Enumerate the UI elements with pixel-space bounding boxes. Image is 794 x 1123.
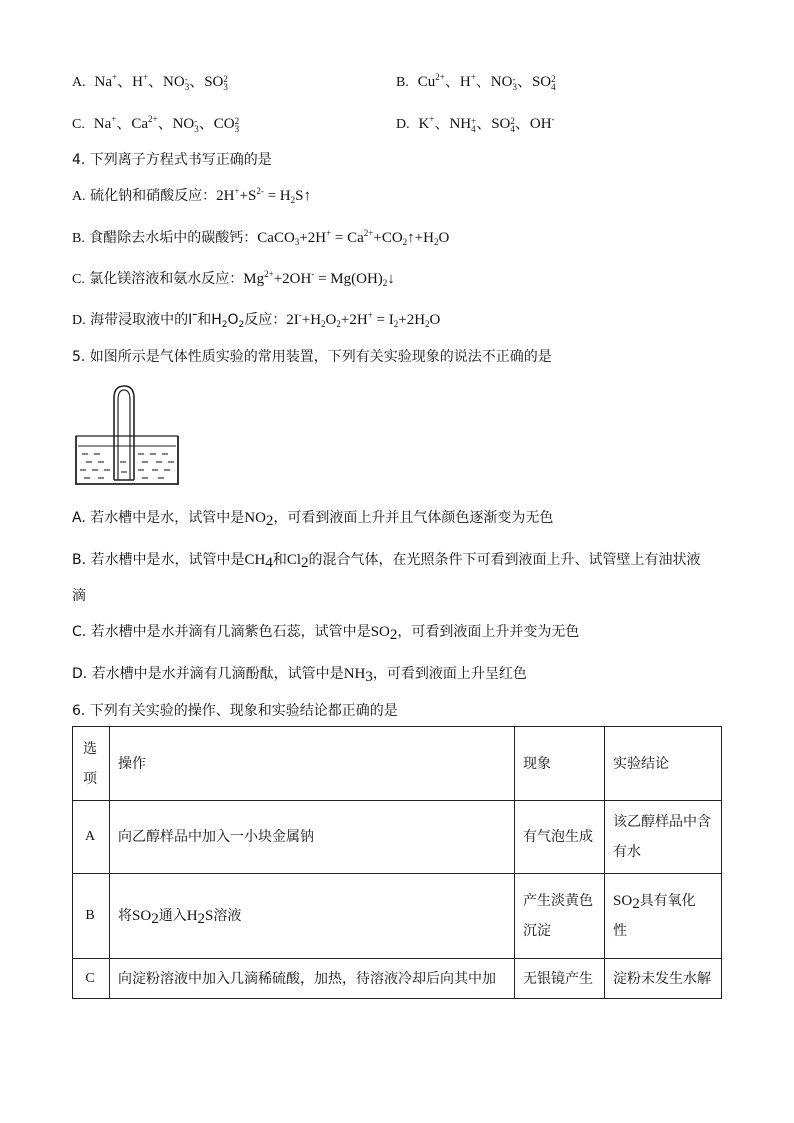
header-option: 选 项: [73, 727, 110, 801]
q4-option-b: B. 食醋除去水垢中的碳酸钙：CaCO$_3$+2H+ = $Ca^{2+}+CO_2↑+H_2O$: [72, 228, 450, 247]
q5-option-c: C. 若水槽中是水并滴有几滴紫色石蕊，试管中是$SO_2$，可看到液面上升并变为无色: [72, 624, 580, 643]
header-phenomenon: 现象: [515, 727, 605, 801]
q4-option-c: C. 氯化镁溶液和氨水反应：$Mg^{2+}+2OH^-$ = $Mg(OH)_2↓$: [72, 269, 395, 288]
q3-option-c-ions: Na+、$Ca^{2+}$、NO - 3 、CO 2 3: [93, 114, 240, 134]
q3-option-d-ions: K+、NH + 4 、SO 2 4 、OH-: [418, 114, 555, 134]
test-tube-diagram: [72, 384, 182, 492]
q3-option-d: D. K+、NH + 4 、SO 2 4 、OH-: [396, 114, 555, 134]
header-conclusion: 实验结论: [605, 727, 722, 801]
table-header-row: [73, 727, 722, 801]
q3-option-c: C. Na+、$Ca^{2+}$、NO - 3 、CO 2 3: [72, 114, 240, 134]
q3-option-b: B. $Cu^{2+}$、H+、NO - 3 、SO 2 4: [396, 72, 556, 92]
q3-option-a-ions: Na+、H+、NO - 3 、SO 2 3: [94, 72, 228, 92]
q3-option-b-ions: $Cu^{2+}$、H+、NO - 3 、SO 2 4: [417, 72, 556, 92]
table-row: B 将$SO_2$通入$H_2S$溶液 产生淡黄色 沉淀 $SO_2$具有氧化 性: [73, 874, 722, 959]
table-row: A 向乙醇样品中加入一小块金属钠 有气泡生成 该乙醇样品中含 有水: [73, 801, 722, 874]
table-row: C 向淀粉溶液中加入几滴稀硫酸，加热，待溶液冷却后向其中加 无银镜产生 淀粉未发生水解: [73, 959, 722, 999]
q6-table: [72, 726, 722, 999]
q5-option-d: D. 若水槽中是水并滴有几滴酚酞，试管中是$NH_3$，可看到液面上升呈红色: [72, 666, 527, 685]
q3-option-a: A. Na+、H+、NO - 3 、SO 2 3: [72, 72, 228, 92]
q4-stem: 4. 下列离子方程式书写正确的是: [72, 152, 272, 168]
q4-option-a: A. 硫化钠和硝酸反应：$2H^++S^{2-}$ = $H_2S↑$: [72, 186, 311, 205]
q5-stem: 5. 如图所示是气体性质实验的常用装置，下列有关实验现象的说法不正确的是: [72, 349, 552, 365]
q5-option-b: B. 若水槽中是水，试管中是$CH_4$和$Cl_2$的混合气体，在光照条件下可看到液面上升、试管壁上有油状液: [72, 552, 701, 571]
q5-option-b-continued: 滴: [72, 588, 86, 604]
q4-option-d: D. 海带浸取液中的I-和$H_2O_2$反应：$2I^-+H_2O_2+2H^+ = I_2+2H_2O$: [72, 306, 441, 330]
q5-option-a: A. 若水槽中是水，试管中是$NO_2$，可看到液面上升并且气体颜色逐渐变为无色: [72, 510, 554, 529]
q6-stem: 6. 下列有关实验的操作、现象和实验结论都正确的是: [72, 703, 398, 719]
test-tube-in-water-trough-icon: [72, 384, 182, 488]
header-operation: 操作: [110, 727, 515, 801]
